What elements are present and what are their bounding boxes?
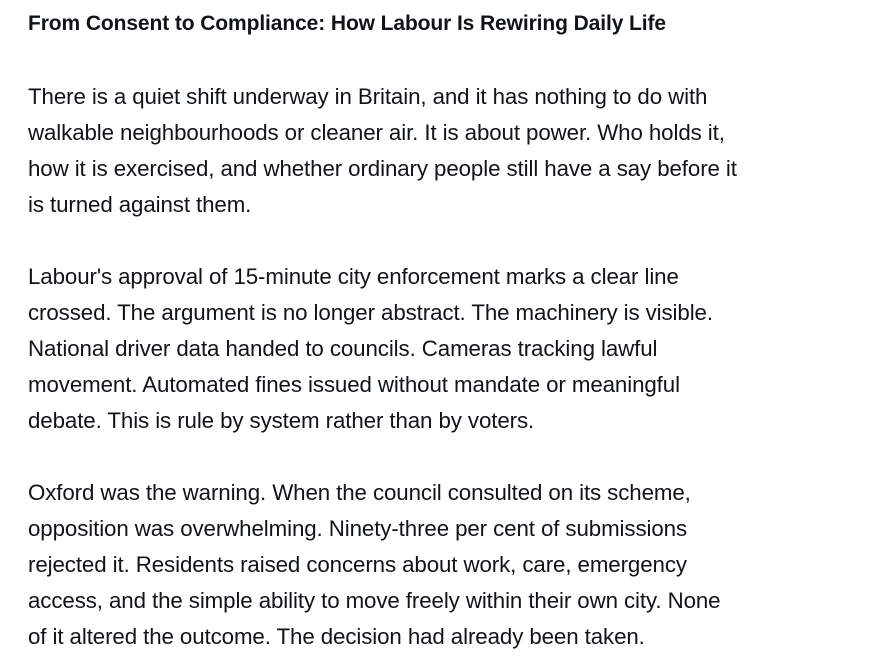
spacer	[28, 439, 873, 475]
text-line: access, and the simple ability to move freely within their own city. None	[28, 588, 721, 613]
text-line: debate. This is rule by system rather than by voters.	[28, 408, 535, 433]
spacer	[28, 42, 873, 79]
text-line: crossed. The argument is no longer abstract. The machinery is visible.	[28, 300, 713, 325]
text-line: There is a quiet shift underway in Britain, and it has nothing to do with	[28, 84, 708, 109]
article-title: From Consent to Compliance: How Labour Is Rewiring Daily Life	[28, 12, 666, 35]
text-line: Labour's approval of 15-minute city enforcement marks a clear line	[28, 264, 679, 289]
paragraph-2	[28, 259, 873, 439]
text-line: opposition was overwhelming. Ninety-three per cent of submissions	[28, 516, 688, 541]
text-line: rejected it. Residents raised concerns about work, care, emergency	[28, 552, 687, 577]
text-line: how it is exercised, and whether ordinary people still have a say before it	[28, 156, 737, 181]
text-line: is turned against them.	[28, 192, 252, 217]
text-line: movement. Automated fines issued without mandate or meaningful	[28, 372, 680, 397]
paragraph-3	[28, 475, 873, 655]
text-line: walkable neighbourhoods or cleaner air. It is about power. Who holds it,	[28, 120, 725, 145]
text-line: of it altered the outcome. The decision had already been taken.	[28, 624, 645, 649]
text-line: National driver data handed to councils. Cameras tracking lawful	[28, 336, 658, 361]
paragraph-1	[28, 79, 873, 223]
text-line: Oxford was the warning. When the council consulted on its scheme,	[28, 480, 691, 505]
post-body	[28, 6, 873, 655]
spacer	[28, 223, 873, 259]
